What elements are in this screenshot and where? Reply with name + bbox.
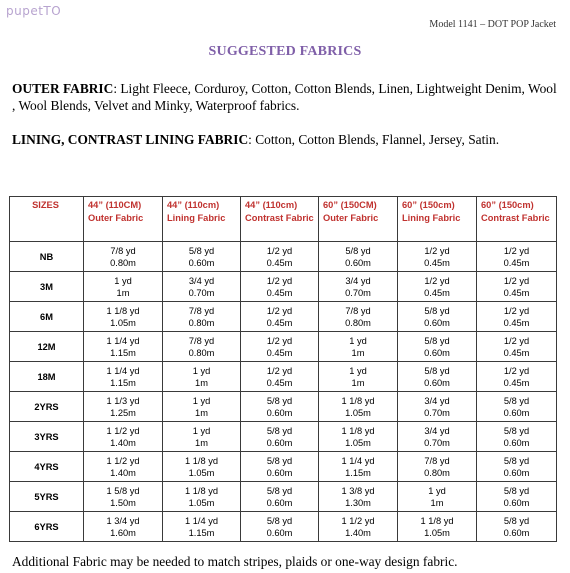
column-header-width: 44” (110CM): [88, 200, 142, 210]
amount-meters: 0.45m: [266, 347, 293, 358]
amount-cell: [398, 482, 477, 512]
amount-cell: [163, 332, 241, 362]
amount-meters: 0.60m: [503, 407, 530, 418]
amount-cell: [163, 302, 241, 332]
amount-cell: [477, 302, 557, 332]
amount-meters: 0.70m: [424, 407, 450, 418]
amount-cell: [241, 302, 319, 332]
amount-cell: [163, 512, 241, 542]
amount-meters: 0.45m: [266, 317, 293, 328]
amount-yards: 1/2 yd: [266, 305, 293, 316]
amount-yards: 3/4 yd: [424, 395, 450, 406]
amount-cell: [477, 452, 557, 482]
amount-meters: 0.45m: [503, 257, 530, 268]
amount-cell: [163, 392, 241, 422]
amount-cell: [477, 332, 557, 362]
amount-meters: 0.60m: [424, 347, 450, 358]
amount-cell: [398, 362, 477, 392]
amount-meters: 0.60m: [345, 257, 371, 268]
size-cell: 2YRS: [10, 392, 84, 422]
amount-yards: 1 1/8 yd: [184, 485, 219, 496]
amount-meters: 1.05m: [345, 407, 371, 418]
amount-cell: [241, 272, 319, 302]
amount-yards: 1 5/8 yd: [106, 485, 140, 496]
amount-cell: [319, 332, 398, 362]
table-row: [10, 392, 557, 422]
amount-meters: 0.80m: [345, 317, 371, 328]
amount-yards: 1/2 yd: [503, 335, 530, 346]
lining-fabric-label: LINING, CONTRAST LINING FABRIC: [12, 132, 249, 147]
column-header: [163, 197, 241, 242]
amount-cell: [477, 482, 557, 512]
amount-yards: 1 1/3 yd: [106, 395, 140, 406]
table-header-row: [10, 197, 557, 242]
column-header-width: 60” (150cm): [481, 200, 534, 210]
column-header-fabric: Contrast Fabric: [481, 213, 550, 223]
column-header-fabric: Lining Fabric: [167, 213, 226, 223]
amount-cell: [477, 512, 557, 542]
amount-meters: 1.15m: [188, 527, 215, 538]
amount-yards: 1/2 yd: [424, 245, 450, 256]
amount-cell: [477, 272, 557, 302]
column-header: [477, 197, 557, 242]
amount-meters: 0.45m: [503, 317, 530, 328]
amount-cell: [477, 392, 557, 422]
amount-meters: 0.60m: [503, 527, 530, 538]
page-title: SUGGESTED FABRICS: [208, 44, 362, 59]
amount-yards: 5/8 yd: [503, 455, 530, 466]
size-cell: 18M: [10, 362, 84, 392]
amount-meters: 1m: [430, 497, 444, 508]
amount-meters: 1.15m: [345, 467, 371, 478]
amount-cell: [84, 272, 163, 302]
column-header: [241, 197, 319, 242]
amount-meters: 0.70m: [424, 437, 450, 448]
amount-meters: 1.05m: [110, 317, 136, 328]
amount-cell: [398, 422, 477, 452]
amount-meters: 1.40m: [345, 527, 371, 538]
size-cell: 6M: [10, 302, 84, 332]
amount-meters: 0.60m: [266, 467, 293, 478]
lining-fabric-text: : Cotton, Cotton Blends, Flannel, Jersey, Satin.: [248, 132, 500, 147]
amount-meters: 1.05m: [188, 467, 215, 478]
amount-meters: 1.05m: [188, 497, 215, 508]
column-header-fabric: Contrast Fabric: [245, 213, 314, 223]
amount-cell: [319, 482, 398, 512]
amount-yards: 1 yd: [114, 275, 132, 286]
amount-cell: [241, 362, 319, 392]
table-row: [10, 242, 557, 272]
size-cell: 12M: [10, 332, 84, 362]
amount-yards: 3/4 yd: [188, 275, 215, 286]
amount-meters: 1m: [195, 437, 208, 448]
amount-cell: [319, 422, 398, 452]
amount-meters: 1.15m: [110, 347, 136, 358]
amount-meters: 0.60m: [503, 467, 530, 478]
amount-cell: [241, 242, 319, 272]
amount-meters: 0.60m: [266, 437, 293, 448]
table-row: [10, 362, 557, 392]
column-header-width: 60” (150cm): [402, 200, 455, 210]
amount-yards: 5/8 yd: [503, 425, 530, 436]
amount-cell: [241, 512, 319, 542]
amount-yards: 5/8 yd: [424, 335, 450, 346]
amount-yards: 5/8 yd: [266, 515, 293, 526]
table-row: [10, 332, 557, 362]
amount-meters: 0.60m: [266, 497, 293, 508]
footer-note: Additional Fabric may be needed to match stripes, plaids or one-way design fabric.: [12, 554, 458, 569]
amount-yards: 7/8 yd: [424, 455, 450, 466]
amount-meters: 1.60m: [110, 527, 136, 538]
amount-yards: 1/2 yd: [503, 365, 530, 376]
amount-cell: [84, 392, 163, 422]
amount-cell: [398, 272, 477, 302]
amount-cell: [477, 362, 557, 392]
outer-fabric-label: OUTER FABRIC: [12, 81, 114, 96]
outer-fabric-text: : Light Fleece, Corduroy, Cotton, Cotton Blends, Linen, Lightweight Denim, Wool , Wool Blends, Velvet and Minky, Waterproof fabrics.: [12, 81, 557, 113]
fabric-requirements-table: [9, 196, 557, 542]
amount-yards: 1/2 yd: [424, 275, 450, 286]
amount-yards: 1 3/8 yd: [341, 485, 375, 496]
amount-cell: [84, 332, 163, 362]
amount-yards: 1 yd: [192, 365, 211, 376]
amount-yards: 1/2 yd: [266, 365, 293, 376]
column-header-width: 44” (110cm): [167, 200, 220, 210]
table-row: [10, 512, 557, 542]
column-header-fabric: Outer Fabric: [88, 213, 144, 223]
amount-yards: 1 1/8 yd: [420, 515, 454, 526]
amount-cell: [84, 362, 163, 392]
amount-cell: [163, 482, 241, 512]
amount-yards: 1 yd: [192, 395, 211, 406]
amount-meters: 0.80m: [424, 467, 450, 478]
amount-cell: [319, 242, 398, 272]
column-header-width: SIZES: [32, 200, 59, 210]
amount-yards: 1/2 yd: [503, 245, 530, 256]
amount-cell: [84, 422, 163, 452]
brand-logo: pupetTO: [6, 4, 62, 18]
amount-yards: 1 yd: [192, 425, 211, 436]
amount-cell: [84, 452, 163, 482]
amount-cell: [477, 242, 557, 272]
amount-yards: 1 1/8 yd: [341, 395, 375, 406]
amount-meters: 1m: [116, 287, 130, 298]
amount-yards: 7/8 yd: [110, 245, 136, 256]
amount-meters: 0.45m: [266, 287, 293, 298]
amount-cell: [84, 482, 163, 512]
amount-meters: 0.70m: [345, 287, 371, 298]
amount-cell: [398, 242, 477, 272]
amount-yards: 5/8 yd: [188, 245, 215, 256]
amount-cell: [398, 332, 477, 362]
amount-cell: [398, 392, 477, 422]
amount-meters: 1.15m: [110, 377, 136, 388]
amount-meters: 0.60m: [188, 257, 215, 268]
amount-meters: 1.25m: [110, 407, 136, 418]
amount-cell: [241, 452, 319, 482]
size-cell: 3YRS: [10, 422, 84, 452]
amount-meters: 0.60m: [424, 317, 450, 328]
amount-yards: 1 1/2 yd: [341, 515, 375, 526]
amount-yards: 1 yd: [428, 485, 446, 496]
amount-cell: [84, 242, 163, 272]
amount-meters: 0.60m: [266, 407, 293, 418]
amount-cell: [319, 272, 398, 302]
model-label: Model 1141 – DOT POP Jacket: [429, 19, 556, 30]
amount-cell: [319, 512, 398, 542]
amount-cell: [84, 302, 163, 332]
amount-meters: 1.50m: [110, 497, 136, 508]
amount-meters: 1.30m: [345, 497, 371, 508]
amount-cell: [163, 452, 241, 482]
amount-cell: [398, 512, 477, 542]
amount-yards: 3/4 yd: [345, 275, 371, 286]
amount-cell: [241, 392, 319, 422]
amount-yards: 7/8 yd: [188, 335, 215, 346]
amount-cell: [477, 422, 557, 452]
amount-yards: 1 yd: [349, 365, 367, 376]
lining-fabric-paragraph: [12, 131, 560, 148]
column-header-width: 60” (150CM): [323, 200, 377, 210]
amount-meters: 0.45m: [266, 257, 293, 268]
amount-yards: 1 1/8 yd: [341, 425, 375, 436]
amount-cell: [398, 302, 477, 332]
amount-meters: 1.05m: [345, 437, 371, 448]
amount-cell: [163, 242, 241, 272]
amount-meters: 0.80m: [188, 317, 215, 328]
amount-cell: [163, 422, 241, 452]
table-body: [10, 242, 557, 542]
amount-meters: 1.40m: [110, 437, 136, 448]
size-cell: NB: [10, 242, 84, 272]
amount-yards: 1 1/4 yd: [106, 365, 140, 376]
amount-cell: [319, 362, 398, 392]
amount-yards: 1 1/4 yd: [341, 455, 375, 466]
amount-yards: 5/8 yd: [266, 485, 293, 496]
amount-yards: 1/2 yd: [266, 335, 293, 346]
amount-yards: 1 3/4 yd: [106, 515, 140, 526]
amount-yards: 5/8 yd: [424, 365, 450, 376]
amount-meters: 0.60m: [266, 527, 293, 538]
column-header-fabric: Lining Fabric: [402, 213, 461, 223]
amount-cell: [241, 332, 319, 362]
amount-meters: 0.45m: [424, 287, 450, 298]
column-header-sizes: [10, 197, 84, 242]
amount-yards: 1 1/8 yd: [106, 305, 140, 316]
amount-yards: 1/2 yd: [266, 275, 293, 286]
size-cell: 5YRS: [10, 482, 84, 512]
size-cell: 4YRS: [10, 452, 84, 482]
amount-meters: 0.60m: [503, 497, 530, 508]
amount-yards: 5/8 yd: [266, 455, 293, 466]
amount-yards: 5/8 yd: [266, 425, 293, 436]
amount-yards: 5/8 yd: [424, 305, 450, 316]
amount-yards: 5/8 yd: [345, 245, 371, 256]
amount-meters: 1m: [351, 377, 365, 388]
column-header-width: 44” (110cm): [245, 200, 298, 210]
amount-cell: [398, 452, 477, 482]
amount-meters: 0.45m: [424, 257, 450, 268]
amount-meters: 0.80m: [188, 347, 215, 358]
amount-yards: 1/2 yd: [266, 245, 293, 256]
amount-yards: 7/8 yd: [345, 305, 371, 316]
amount-yards: 3/4 yd: [424, 425, 450, 436]
amount-yards: 5/8 yd: [266, 395, 293, 406]
table-row: [10, 422, 557, 452]
amount-yards: 5/8 yd: [503, 395, 530, 406]
amount-meters: 0.80m: [110, 257, 136, 268]
size-cell: 3M: [10, 272, 84, 302]
size-cell: 6YRS: [10, 512, 84, 542]
amount-meters: 0.45m: [503, 287, 530, 298]
column-header: [84, 197, 163, 242]
amount-meters: 0.45m: [503, 377, 530, 388]
amount-yards: 1 1/4 yd: [184, 515, 219, 526]
amount-meters: 0.60m: [503, 437, 530, 448]
amount-yards: 1 1/2 yd: [106, 455, 140, 466]
amount-cell: [241, 482, 319, 512]
amount-yards: 1 1/8 yd: [184, 455, 219, 466]
amount-cell: [84, 512, 163, 542]
amount-yards: 7/8 yd: [188, 305, 215, 316]
amount-yards: 1/2 yd: [503, 275, 530, 286]
amount-meters: 0.60m: [424, 377, 450, 388]
amount-meters: 0.70m: [188, 287, 215, 298]
amount-cell: [163, 272, 241, 302]
amount-cell: [319, 302, 398, 332]
amount-meters: 1.40m: [110, 467, 136, 478]
amount-meters: 0.45m: [266, 377, 293, 388]
amount-yards: 1/2 yd: [503, 305, 530, 316]
amount-meters: 1m: [195, 407, 208, 418]
column-header-fabric: Outer Fabric: [323, 213, 379, 223]
amount-yards: 1 yd: [349, 335, 367, 346]
column-header: [398, 197, 477, 242]
amount-yards: 1 1/2 yd: [106, 425, 140, 436]
amount-cell: [319, 452, 398, 482]
amount-cell: [163, 362, 241, 392]
table-row: [10, 302, 557, 332]
amount-yards: 1 1/4 yd: [106, 335, 140, 346]
amount-meters: 1.05m: [424, 527, 450, 538]
amount-meters: 0.45m: [503, 347, 530, 358]
amount-cell: [319, 392, 398, 422]
table-row: [10, 482, 557, 512]
table-row: [10, 452, 557, 482]
outer-fabric-paragraph: [12, 80, 560, 114]
amount-yards: 5/8 yd: [503, 485, 530, 496]
amount-cell: [241, 422, 319, 452]
amount-meters: 1m: [195, 377, 208, 388]
column-header: [319, 197, 398, 242]
table-row: [10, 272, 557, 302]
amount-meters: 1m: [351, 347, 365, 358]
amount-yards: 5/8 yd: [503, 515, 530, 526]
